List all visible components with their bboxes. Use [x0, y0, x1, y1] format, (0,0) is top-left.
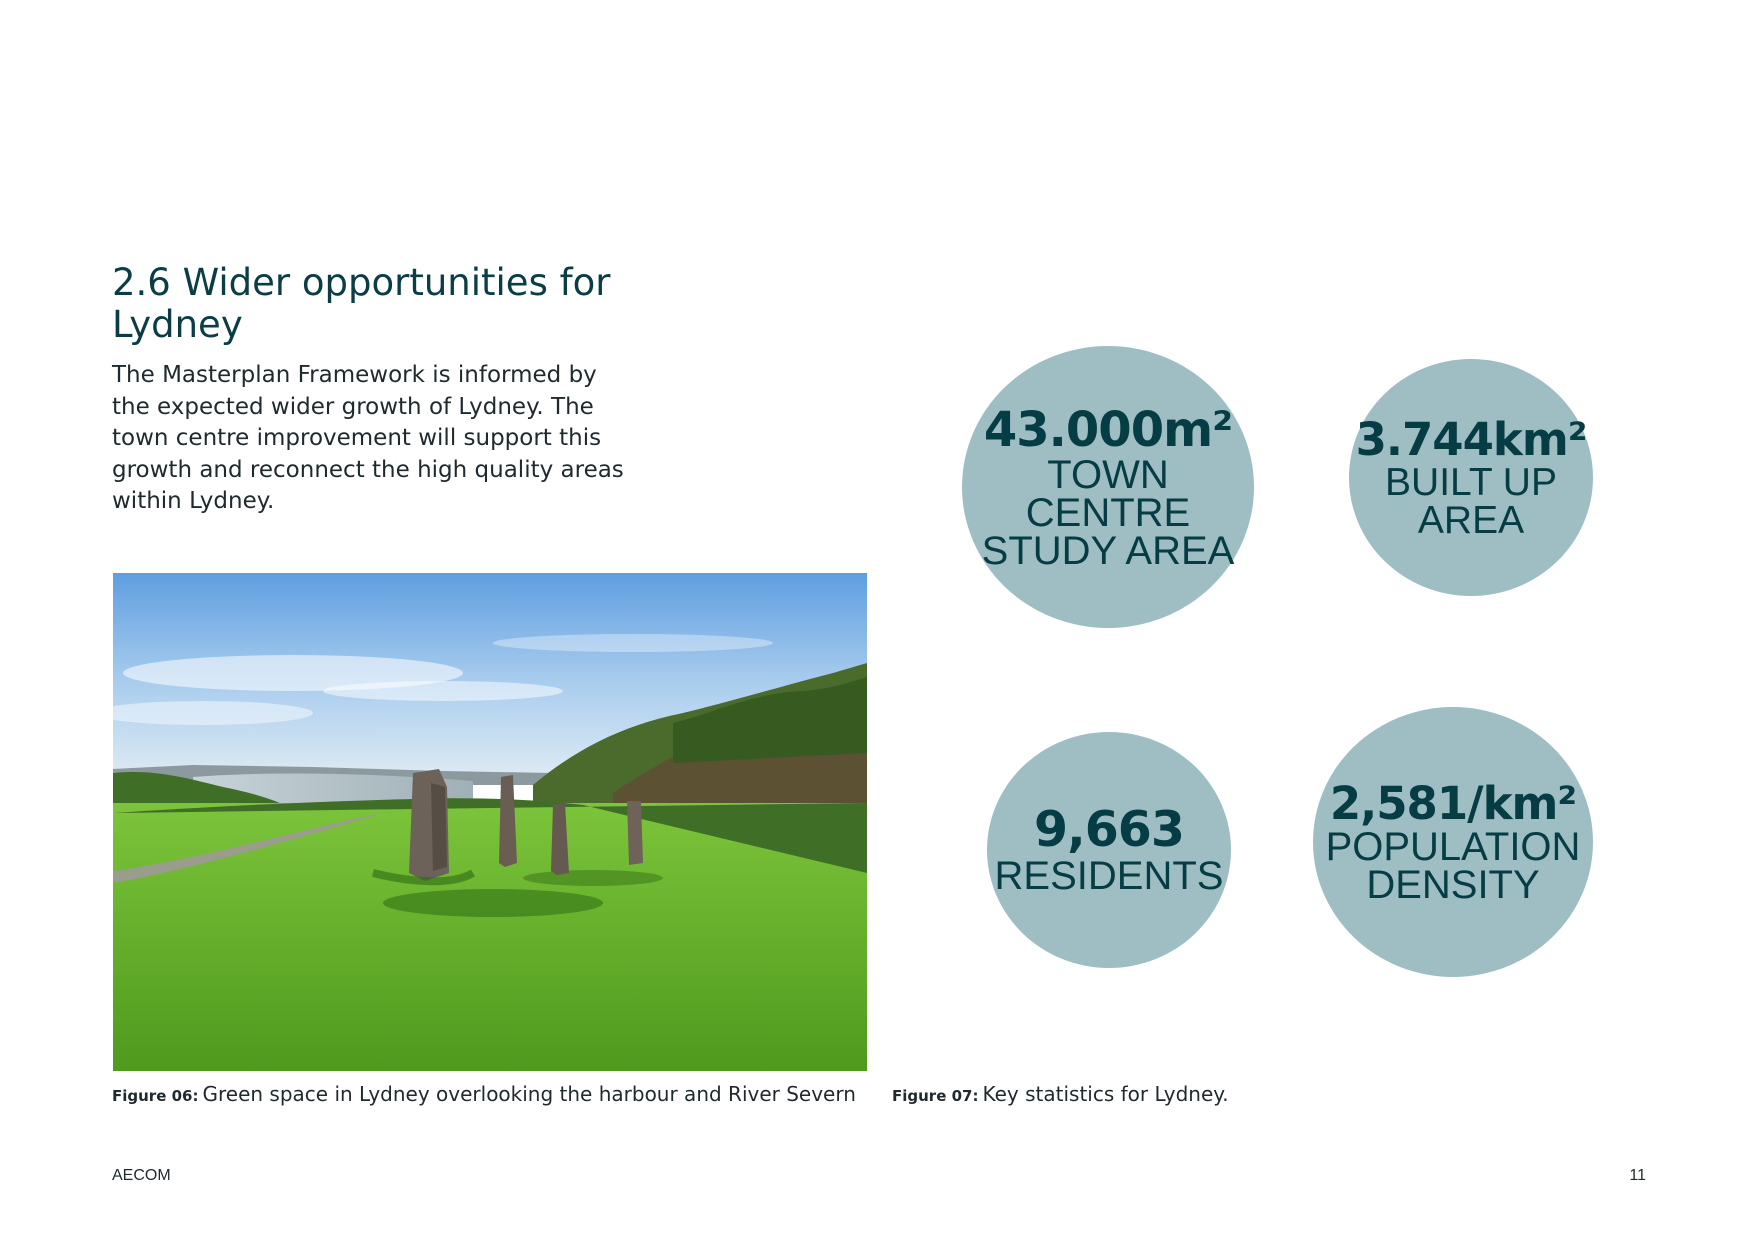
figure-06-caption: [112, 1082, 856, 1108]
figure-07-label: Figure 07:: [892, 1087, 979, 1105]
figure-07-caption-text: Key statistics for Lydney.: [982, 1082, 1229, 1106]
stat-value: 43.000m²: [983, 402, 1233, 458]
section-body-text: The Masterplan Framework is informed by the expected wider growth of Lydney. The town centre improvement will support this growth and reconnect the high quality areas within Lydney.: [112, 362, 624, 514]
figure-06-caption-text: Green space in Lydney overlooking the harbour and River Severn: [202, 1082, 856, 1106]
stat-circle-built-up-area: [1349, 359, 1593, 596]
stat-label: RESIDENTS: [994, 854, 1224, 898]
stat-circle-population-density: [1313, 707, 1593, 977]
stat-label: TOWN CENTRE STUDY AREA: [981, 453, 1235, 573]
stat-value: 3.744km²: [1355, 412, 1587, 466]
stat-circle-residents: [987, 732, 1231, 968]
section-heading: 2.6 Wider opportunities for Lydney: [112, 261, 611, 346]
stat-value: 2,581/km²: [1329, 777, 1577, 830]
page-number: 11: [1629, 1167, 1646, 1184]
stat-value: 9,663: [1034, 801, 1184, 858]
stat-label: POPULATION DENSITY: [1325, 825, 1581, 907]
footer-company: AECOM: [112, 1167, 171, 1184]
stat-circle-study-area: [962, 346, 1254, 628]
stat-label: BUILT UP AREA: [1385, 460, 1557, 542]
green-space-photo: [113, 573, 867, 1071]
figure-06-label: Figure 06:: [112, 1087, 199, 1105]
figure-07-caption: [892, 1082, 1229, 1108]
